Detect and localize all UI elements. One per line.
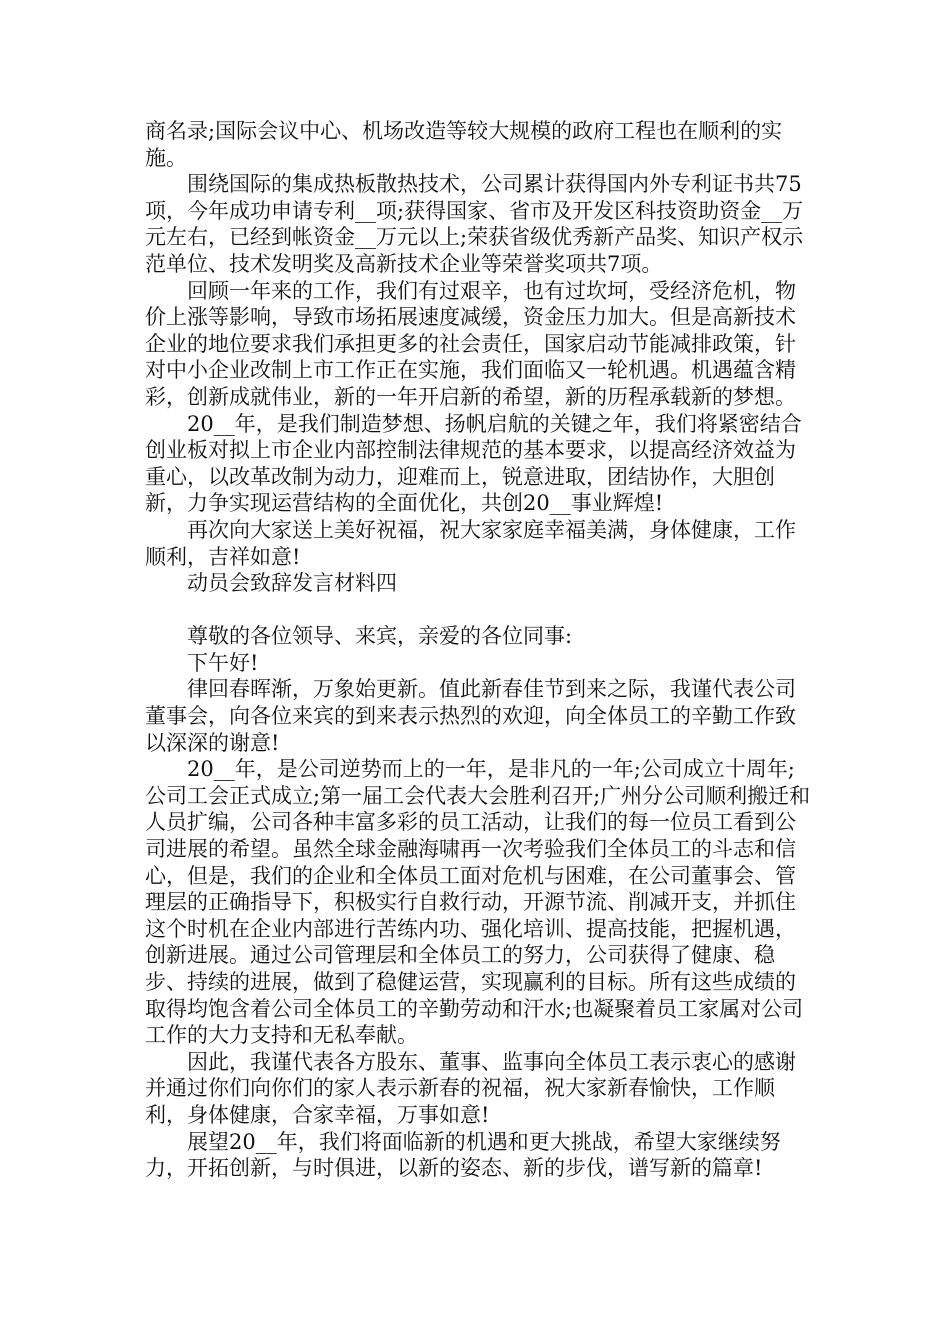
paragraph-future: 展望20__年，我们将面临新的机遇和更大挑战，希望大家继续努力，开拓创新，与时俱进，以新的姿态、新的步伐，谱写新的篇章! xyxy=(145,1129,781,1181)
paragraph-thanks: 因此，我谨代表各方股东、董事、监事向全体员工表示衷心的感谢并通过你们向你们的家人表示新春的祝福，祝大家新春愉快，工作顺利，身体健康，合家幸福，万事如意! xyxy=(145,1049,796,1127)
blank-line xyxy=(145,597,815,624)
salutation: 尊敬的各位领导、来宾，亲爱的各位同事: xyxy=(187,624,573,649)
paragraph-patents: 围绕国际的集成热板散热技术，公司累计获得国内外专利证书共75项，今年成功申请专利__项;获得国家、省市及开发区科技资助资金__万元左右，已经到帐资金__万元以上;荣获省级优秀新产品奖、知识产权示范单位、技术发明奖及高新技术企业等荣誉奖项共7项。 xyxy=(145,172,804,276)
document-body xyxy=(145,118,815,1182)
greeting: 下午好! xyxy=(187,650,259,675)
paragraph-review: 回顾一年来的工作，我们有过艰辛，也有过坎坷，受经济危机，物价上涨等影响，导致市场拓展速度减缓，资金压力加大。但是高新技术企业的地位要求我们承担更多的社会责任，国家启动节能减排政策，针对中小企业改制上市工作正在实施，我们面临又一轮机遇。机遇蕴含精彩，创新成就伟业，新的一年开启新的希望，新的历程承载新的梦想。 xyxy=(145,278,796,409)
paragraph-opening: 律回春晖渐，万象始更新。值此新春佳节到来之际，我谨代表公司董事会，向各位来宾的到来表示热烈的欢迎，向全体员工的辛勤工作致以深深的谢意! xyxy=(145,677,796,755)
paragraph-continued: 商名录;国际会议中心、机场改造等较大规模的政府工程也在顺利的实施。 xyxy=(145,119,783,170)
paragraph-year-summary: 20__年，是公司逆势而上的一年，是非凡的一年;公司成立十周年;公司工会正式成立;第一届工会代表大会胜利召开;广州分公司顺利搬迁和人员扩编，公司各种丰富多彩的员工活动，让我们的每一位员工看到公司进展的希望。虽然全球金融海啸再一次考验我们全体员工的斗志和信心，但是，我们的企业和全体员工面对危机与困难，在公司董事会、管理层的正确指导下，积极实行自救行动，开源节流、削减开支，并抓住这个时机在企业内部进行苦练内功、强化培训、提高技能，把握机遇，创新进展。通过公司管理层和全体员工的努力，公司获得了健康、稳步、持续的进展，做到了稳健运营，实现赢利的目标。所有这些成绩的取得均饱含着公司全体员工的辛勤劳动和汗水;也凝聚着员工家属对公司工作的大力支持和无私奉献。 xyxy=(145,757,811,1048)
paragraph-outlook: 20__年，是我们制造梦想、扬帆启航的关键之年，我们将紧密结合创业板对拟上市企业内部控制法律规范的基本要求，以提高经济效益为重心，以改革改制为动力，迎难而上，锐意进取，团结协作，大胆创新，力争实现运营结构的全面优化，共创20__事业辉煌! xyxy=(145,411,802,516)
paragraph-wishes: 再次向大家送上美好祝福，祝大家家庭幸福美满，身体健康，工作顺利，吉祥如意! xyxy=(145,517,796,569)
section-title: 动员会致辞发言材料四 xyxy=(187,571,397,596)
